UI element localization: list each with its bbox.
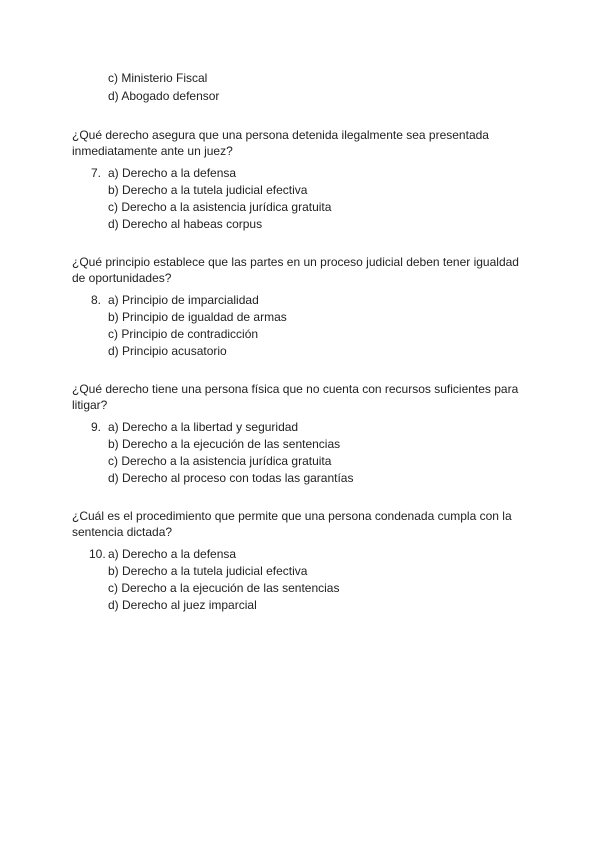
question-8-text: ¿Qué principio establece que las partes en un proceso judicial deben tener igualdad de oportunidades? xyxy=(72,255,519,285)
question-9-option-c: c) Derecho a la asistencia jurídica gratuita xyxy=(108,454,332,468)
question-10-option-d: d) Derecho al juez imparcial xyxy=(108,598,257,612)
question-7-option-c: c) Derecho a la asistencia jurídica gratuita xyxy=(108,200,332,214)
question-7-number: 7. xyxy=(91,166,102,180)
question-7-option-a: a) Derecho a la defensa xyxy=(108,166,237,180)
question-10-option-b: b) Derecho a la tutela judicial efectiva xyxy=(108,564,308,578)
question-10-number: 10. xyxy=(89,547,106,561)
question-10-text: ¿Cuál es el procedimiento que permite que una persona condenada cumpla con la sentencia dictada? xyxy=(72,509,512,539)
question-9-option-b: b) Derecho a la ejecución de las sentencias xyxy=(108,437,341,451)
question-8-number: 8. xyxy=(91,293,102,307)
question-8-option-b: b) Principio de igualdad de armas xyxy=(108,310,287,324)
question-9-number: 9. xyxy=(91,420,102,434)
question-7-text: ¿Qué derecho asegura que una persona detenida ilegalmente sea presentada inmediatamente ante un juez? xyxy=(72,128,489,158)
question-8-option-a: a) Principio de imparcialidad xyxy=(108,293,259,307)
question-9-text: ¿Qué derecho tiene una persona física que no cuenta con recursos suficientes para litigar? xyxy=(72,382,519,412)
question-7-option-d: d) Derecho al habeas corpus xyxy=(108,217,263,231)
question-9-option-d: d) Derecho al proceso con todas las garantías xyxy=(108,471,354,485)
question-10-option-a: a) Derecho a la defensa xyxy=(108,547,237,561)
question-9-option-a: a) Derecho a la libertad y seguridad xyxy=(108,420,299,434)
option-d-previous: d) Abogado defensor xyxy=(108,89,220,103)
question-7-option-b: b) Derecho a la tutela judicial efectiva xyxy=(108,183,308,197)
option-c-previous: c) Ministerio Fiscal xyxy=(108,71,208,85)
question-10-option-c: c) Derecho a la ejecución de las sentencias xyxy=(108,581,340,595)
question-8-option-d: d) Principio acusatorio xyxy=(108,344,227,358)
question-8-option-c: c) Principio de contradicción xyxy=(108,327,259,341)
